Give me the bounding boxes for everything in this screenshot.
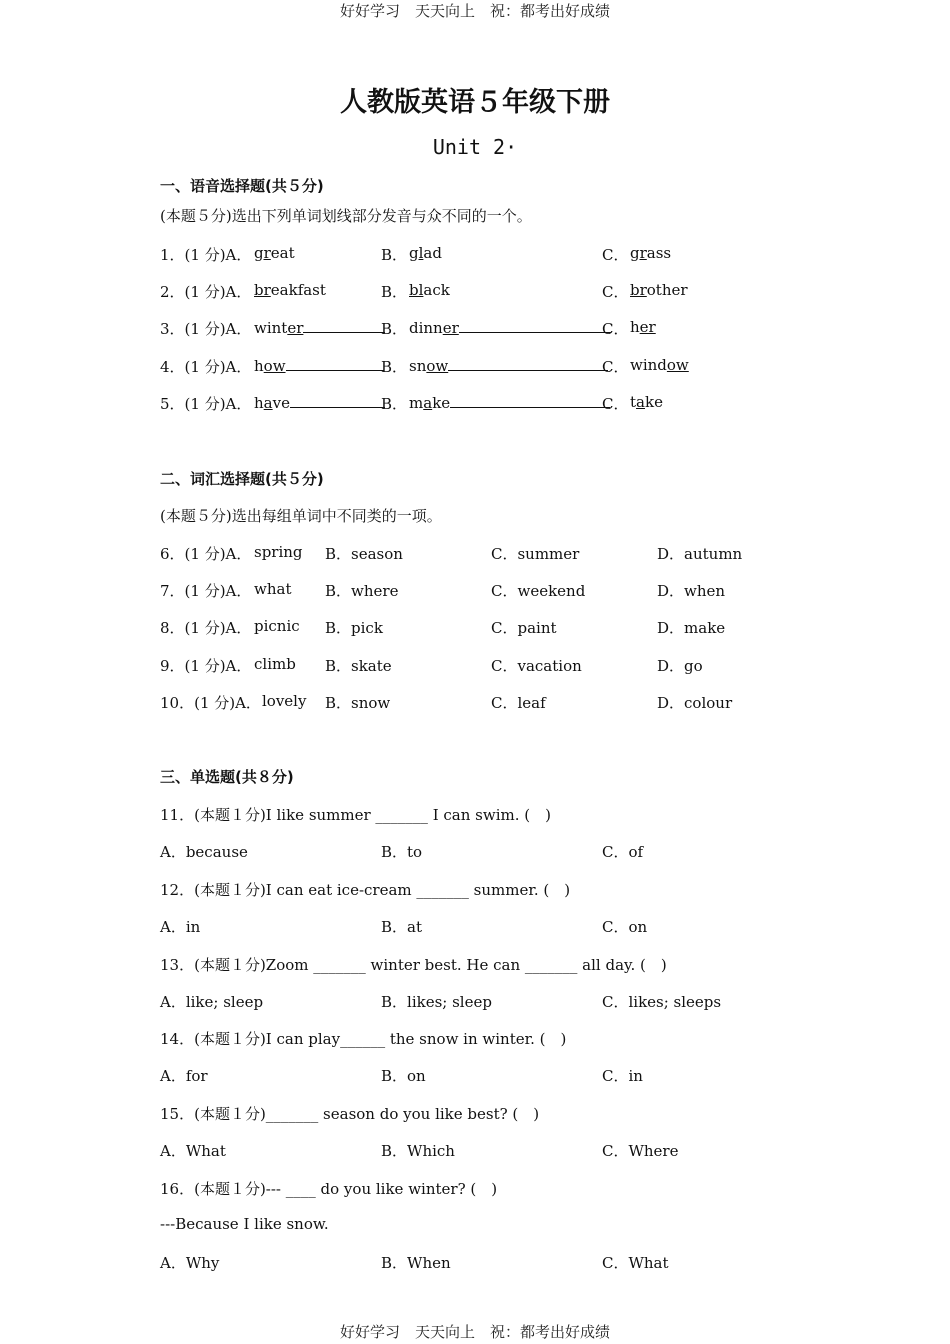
option-a: lovely [262, 692, 307, 710]
option-a: A．for [160, 1067, 208, 1085]
question-stem: 16．(本题１分)--- ____ do you like winter? ( ) [160, 1180, 498, 1198]
option-b [409, 393, 610, 412]
option-b-word-underlined: a [423, 394, 433, 412]
option-c-word-underlined: er [639, 318, 656, 336]
question-stem: 13．(本题１分)Zoom _______ winter best. He can _______ all day. ( ) [160, 956, 667, 974]
option-b: B．on [381, 1067, 426, 1085]
option-b-label: B． [381, 320, 408, 338]
option-c: C．leaf [491, 694, 546, 712]
option-a [254, 356, 384, 375]
option-a-word: how [254, 357, 286, 375]
option-b [409, 356, 608, 375]
option-a: A．Why [160, 1254, 220, 1272]
option-b-label: B． [381, 395, 408, 413]
option-b-word: black [409, 281, 450, 299]
answer-blank [286, 356, 384, 371]
option-c: C．likes; sleeps [602, 993, 722, 1011]
option-c: C．vacation [491, 657, 582, 675]
option-b-word: dinner [409, 319, 459, 337]
section3-heading: 三、单选题(共８分) [160, 768, 294, 786]
option-a: spring [254, 543, 303, 561]
option-b: B．When [381, 1254, 451, 1272]
option-c-label: C． [602, 283, 629, 301]
question-number: 4．(1 分)A． [160, 358, 252, 376]
option-c [630, 244, 671, 262]
question-stem: 11．(本题１分)I like summer _______ I can swim. ( ) [160, 806, 551, 824]
option-a-word: breakfast [254, 281, 326, 299]
option-b: B．Which [381, 1142, 455, 1160]
option-c: C．of [602, 843, 644, 861]
option-c-label: C． [602, 358, 629, 376]
option-b: B．pick [325, 619, 383, 637]
option-d: D．go [657, 657, 703, 675]
page-title: 人教版英语５年级下册 [340, 87, 610, 118]
page-header: 好好学习 天天向上 祝：都考出好成绩 [339, 2, 610, 20]
option-a-word: have [254, 394, 290, 412]
answer-blank [448, 356, 608, 371]
question-stem: 15．(本题１分)_______ season do you like best? ( ) [160, 1105, 540, 1123]
option-a [254, 281, 326, 299]
option-b [409, 318, 611, 337]
option-a-word-underlined: er [287, 319, 304, 337]
option-c [630, 393, 663, 411]
option-b [409, 281, 450, 299]
option-c: C．What [602, 1254, 669, 1272]
answer-blank [290, 393, 385, 408]
option-d: D．autumn [657, 545, 743, 563]
option-b-word-underlined: gl [409, 244, 424, 262]
option-c-label: C． [602, 246, 629, 264]
option-a-word-underlined: ow [263, 357, 286, 375]
question-dialogue: ---Because I like snow. [160, 1215, 329, 1233]
option-c-word-underlined: br [630, 281, 647, 299]
option-c [630, 356, 689, 374]
option-b-word-underlined: ow [426, 357, 449, 375]
question-number: 9．(1 分)A． [160, 657, 252, 675]
section1-instruction: (本题５分)选出下列单词划线部分发音与众不同的一个。 [160, 207, 532, 225]
option-a: A．What [160, 1142, 226, 1160]
option-c: C．summer [491, 545, 580, 563]
option-a: picnic [254, 617, 300, 635]
question-number: 8．(1 分)A． [160, 619, 252, 637]
option-c [630, 318, 656, 336]
question-stem: 12．(本题１分)I can eat ice-cream _______ summer. ( ) [160, 881, 571, 899]
option-a-word-underlined: br [254, 281, 271, 299]
question-number: 2．(1 分)A． [160, 283, 252, 301]
option-b: B．season [325, 545, 403, 563]
option-b: B．likes; sleep [381, 993, 492, 1011]
option-a: A．in [160, 918, 201, 936]
option-c: C．paint [491, 619, 557, 637]
option-c-word: grass [630, 244, 672, 262]
option-b: B．at [381, 918, 422, 936]
option-b-word: snow [409, 357, 449, 375]
question-number: 1．(1 分)A． [160, 246, 252, 264]
option-c-word-underlined: a [636, 393, 645, 411]
option-d: D．colour [657, 694, 733, 712]
option-c-word: brother [630, 281, 688, 299]
option-c [630, 281, 688, 299]
option-a [254, 393, 385, 412]
option-c: C．weekend [491, 582, 586, 600]
option-a: A．because [160, 843, 248, 861]
option-c-word: window [630, 356, 689, 374]
section1-heading: 一、语音选择题(共５分) [160, 177, 324, 195]
option-b-label: B． [381, 283, 408, 301]
option-c-word: her [630, 318, 656, 336]
option-c-word-underlined: ow [666, 356, 689, 374]
option-a-word: winter [254, 319, 304, 337]
question-number: 3．(1 分)A． [160, 320, 252, 338]
page-footer: 好好学习 天天向上 祝：都考出好成绩 [339, 1323, 610, 1341]
question-number: 10．(1 分)A． [160, 694, 261, 712]
option-a-word-underlined: a [263, 394, 273, 412]
option-b-word: make [409, 394, 451, 412]
question-number: 7．(1 分)A． [160, 582, 252, 600]
option-a [254, 244, 295, 262]
unit-subtitle: Unit 2· [432, 135, 518, 159]
option-d: D．make [657, 619, 726, 637]
option-c-word: take [630, 393, 663, 411]
answer-blank [303, 318, 385, 333]
option-b: B．where [325, 582, 399, 600]
option-b [409, 244, 442, 262]
option-c-word-underlined: gr [630, 244, 647, 262]
option-b: B．snow [325, 694, 391, 712]
option-a [254, 318, 385, 337]
option-c-label: C． [602, 320, 629, 338]
option-b-word-underlined: bl [409, 281, 424, 299]
option-c: C．on [602, 918, 648, 936]
option-a: what [254, 580, 292, 598]
question-number: 5．(1 分)A． [160, 395, 252, 413]
option-b: B．to [381, 843, 423, 861]
section2-instruction: (本题５分)选出每组单词中不同类的一项。 [160, 507, 442, 525]
question-number: 6．(1 分)A． [160, 545, 252, 563]
option-b-label: B． [381, 246, 408, 264]
question-stem: 14．(本题１分)I can play______ the snow in winter. ( ) [160, 1030, 567, 1048]
answer-blank [459, 318, 611, 333]
option-b: B．skate [325, 657, 392, 675]
option-c-label: C． [602, 395, 629, 413]
option-a: climb [254, 655, 296, 673]
option-d: D．when [657, 582, 726, 600]
option-b-word: glad [409, 244, 442, 262]
section2-heading: 二、词汇选择题(共５分) [160, 470, 324, 488]
option-a-word-underlined: gr [254, 244, 271, 262]
option-b-label: B． [381, 358, 408, 376]
option-c: C．Where [602, 1142, 679, 1160]
answer-blank [450, 393, 610, 408]
option-b-word-underlined: er [442, 319, 459, 337]
option-a-word: great [254, 244, 295, 262]
option-a: A．like; sleep [160, 993, 264, 1011]
option-c: C．in [602, 1067, 643, 1085]
